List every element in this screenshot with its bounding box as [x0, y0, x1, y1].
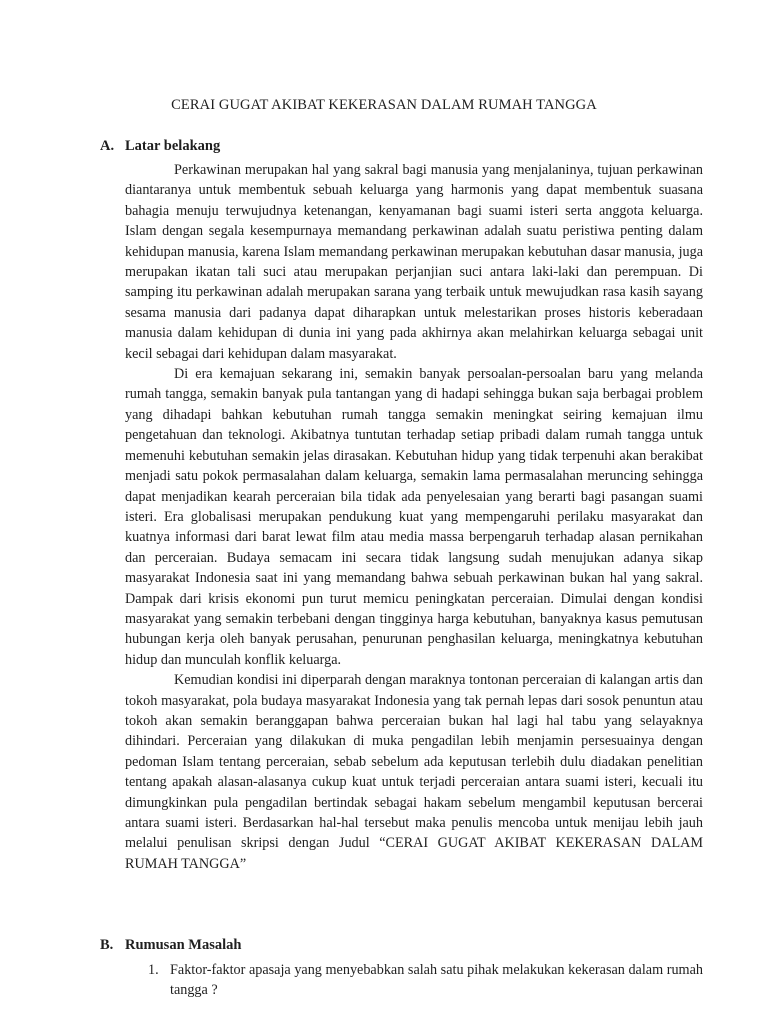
list-item-number: 1. — [148, 962, 159, 978]
section-marker: B. — [100, 937, 114, 953]
paragraph: Kemudian kondisi ini diperparah dengan maraknya tontonan perceraian di kalangan artis dan tokoh masyarakat, pola budaya masyarakat Indonesia yang tak pernah lepas dari sosok penuntun atau tokoh akan semakin beranggapan bahwa perceraian bukan hal lagi hal tabu yang selayaknya dihindari. Perceraian yang dilakukan di muka pengadilan lebih menjamin persesuainya dengan pedoman Islam tentang perceraian, sebab sebelum ada keputusan terlebih dulu diadakan penelitian tentang apakah alasan-alasanya cukup kuat untuk terjadi perceraian antara suami isteri, kecuali itu dimungkinkan pula pengadilan bertindak sebagai hakam sebelum mengambil keputusan bercerai antara suami isteri. Berdasarkan hal-hal tersebut maka penulis mencoba untuk menijau lebih jauh melalui penulisan skripsi dengan Judul “CERAI GUGAT AKIBAT KEKERASAN DALAM RUMAH TANGGA” — [125, 672, 703, 872]
paragraph: Perkawinan merupakan hal yang sakral bagi manusia yang menjalaninya, tujuan perkawinan diantaranya untuk membentuk sebuah keluarga yang harmonis yang dapat membentuk suasana bahagia menuju terwujudnya ketenangan, kenyamanan bagi suami isteri serta anggota keluarga. Islam dengan segala kesempurnaya memandang perkawinan adalah suatu peristiwa penting dalam kehidupan manusia, karena Islam memandang perkawinan merupakan kebutuhan dasar manusia, juga merupakan ikatan tali suci atau merupakan perjanjian suci antara laki-laki dan perempuan. Di samping itu perkawinan adalah merupakan sarana yang terbaik untuk mewujudkan rasa kasih sayang sesama manusia dari padanya dapat diharapkan untuk melestarikan proses historis keberadaan manusia dalam kehidupan di dunia ini yang pada akhirnya akan melahirkan keluarga sebagai unit kecil sebagai dari kehidupan dalam masyarakat. — [125, 162, 703, 362]
paragraph: Di era kemajuan sekarang ini, semakin banyak persoalan-persoalan baru yang melanda rumah tangga, semakin banyak pula tantangan yang di hadapi sehingga bukan saja berbagai problem yang dihadapi bahkan kebutuhan rumah tangga semakin meningkat seiring kemajuan ilmu pengetahuan dan teknologi. Akibatnya tuntutan terhadap setiap pribadi dalam rumah tangga untuk memenuhi kebutuhan semakin jelas dirasakan. Kebutuhan hidup yang tidak terpenuhi akan berakibat menjadi satu pokok permasalahan dalam keluarga, semakin lama permasalahan meruncing sehingga dapat menjadikan kearah perceraian bila tidak ada penyelesaian yang berarti bagi pasangan suami isteri. Era globalisasi merupakan pendukung kuat yang mempengaruhi perilaku masyarakat dan kuatnya informasi dari barat lewat film atau media massa berpengaruh terhadap alasan pernikahan dan perceraian. Budaya semacam ini secara tidak langsung sudah menujukan adanya sikap masyarakat Indonesia saat ini yang memandang bahwa sebuah perkawinan bukan hal yang sakral. Dampak dari krisis ekonomi pun turut memicu peningkatan perceraian. Dimulai dengan kondisi masyarakat yang semakin terbebani dengan tingginya harga kebutuhan, banyaknya kasus pemutusan hubungan kerja oleh banyak perusahan, penurunan penghasilan keluarga, meningkatnya kebutuhan hidup dan munculah konflik keluarga. — [125, 366, 703, 668]
rumusan-masalah-list — [148, 960, 703, 1001]
section-marker: A. — [100, 138, 115, 154]
section-heading-rumusan-masalah — [100, 937, 241, 954]
latar-belakang-body — [125, 160, 703, 874]
section-heading-label: Latar belakang — [125, 138, 221, 154]
section-heading-label: Rumusan Masalah — [125, 937, 242, 953]
list-item — [148, 960, 703, 1001]
section-heading-latar-belakang — [100, 138, 220, 155]
document-title: CERAI GUGAT AKIBAT KEKERASAN DALAM RUMAH TANGGA — [171, 97, 597, 113]
list-item-text: Faktor-faktor apasaja yang menyebabkan salah satu pihak melakukan kekerasan dalam rumah tangga ? — [170, 962, 703, 999]
